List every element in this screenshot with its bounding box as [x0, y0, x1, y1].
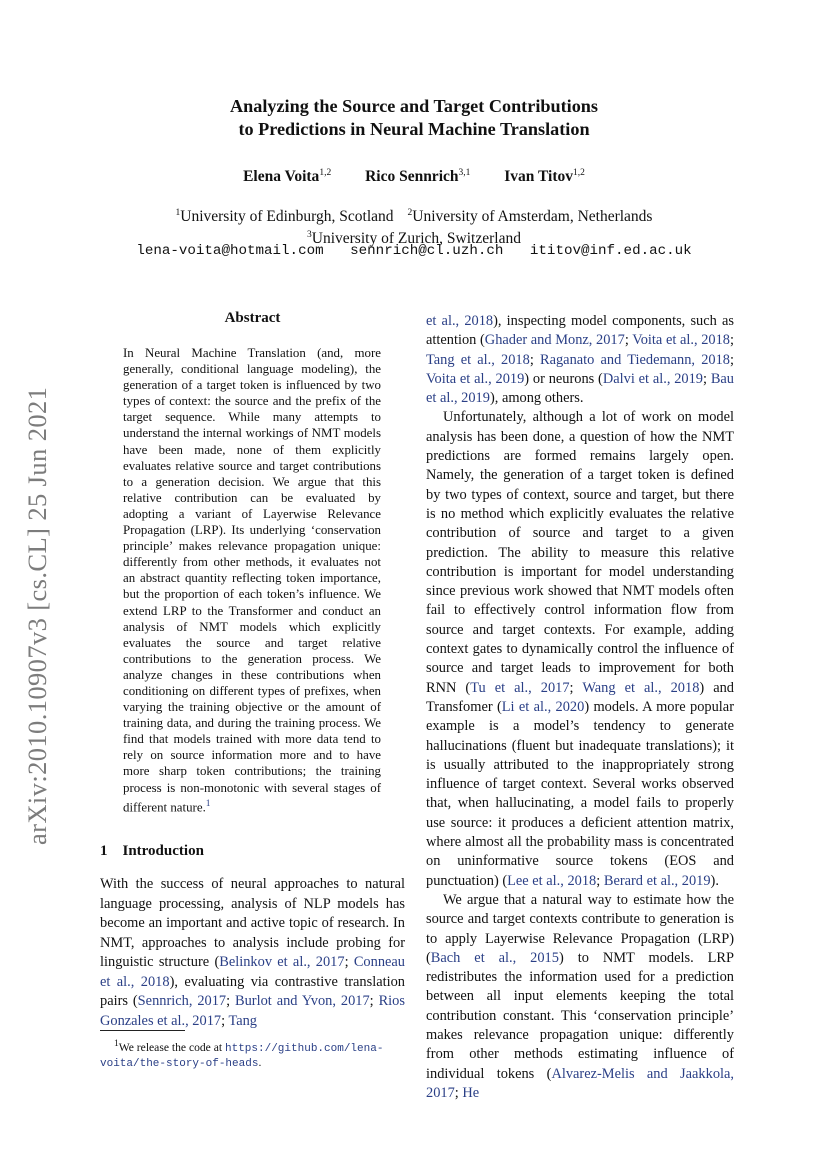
author-emails — [0, 243, 828, 259]
body-text: ) models. A more popular example is a model’s tendency to generate hallucinations (fluent but inadequate translations); it is usually attributed to the inappropriately strong influence of target context. Several works observed that, when hallucinating, a model fails to properly use source: it produces a deficient attention matrix, where almost all the probability mass is concentrated on uninformative source tokens (EOS and punctuation) ( — [426, 698, 734, 889]
author-list — [0, 168, 828, 186]
right-column — [426, 312, 734, 1103]
body-text: With the success of neural approaches to natural language processing, analysis of NLP models has become an important and active topic of research. In NMT, approaches to analysis include probing for linguistic structure ( — [100, 876, 405, 970]
affiliation: University of Amsterdam, Netherlands — [412, 208, 653, 226]
footnote: $^1$We release the code at https://github.com/lena-voita/the-story-of-heads. — [100, 1039, 384, 1071]
body-text: ) and Transfomer ( — [426, 679, 734, 715]
citation-link[interactable]: Ghader and Monz, 2017 — [484, 332, 625, 349]
body-text: We argue that a natural way to estimate how the source and target contexts contribute to generation is to apply Layerwise Relevance Propagation (LRP) ( — [426, 891, 734, 966]
title-line: Analyzing the Source and Target Contributions — [229, 96, 598, 116]
body-text: ; — [569, 679, 583, 696]
title-line: to Predictions in Neural Machine Translation — [238, 119, 590, 139]
body-text: ). — [710, 872, 719, 889]
footnote-marker[interactable]: 1 — [205, 798, 211, 809]
body-text: ; — [730, 332, 734, 349]
citation-link[interactable]: Rios Gonzales et al., 2017 — [100, 993, 405, 1029]
citation-link[interactable]: Dalvi et al., 2019 — [602, 370, 703, 387]
body-text: ) or neurons ( — [524, 370, 603, 387]
citation-link[interactable]: Tang — [228, 1012, 258, 1029]
citation-link[interactable]: Raganato and Tiedemann, 2018 — [540, 351, 730, 368]
citation-link[interactable]: Sennrich, 2017 — [137, 993, 227, 1009]
affiliations: $^1$University of Edinburgh, Scotland $^2$University of Amsterdam, Netherlands $^3$University of Zurich, Switzerland — [175, 208, 653, 248]
section-heading: 1 Introduction — [100, 843, 204, 859]
citation-link[interactable]: Tang et al., 2018 — [426, 351, 530, 368]
intro-paragraph — [100, 875, 405, 1031]
citation-link[interactable]: Tu et al., 2017 — [470, 679, 570, 696]
body-text: ), inspecting model components, such as attention ( — [426, 313, 734, 349]
citation-link[interactable]: Burlot and Yvon, 2017 — [235, 993, 370, 1009]
body-paragraph — [426, 408, 734, 890]
body-text: Unfortunately, although a lot of work on model analysis has been done, a question of how the NMT predictions are formed remains largely open. Namely, the generation of a target token is defined by two types of context, source and target, but there is no method which explicitly evaluates the relative contribution of source and target to a given prediction. The ability to measure this relative contribution is important for model understanding since previous work showed that NMT models often fail to effectively control information flow from source and target contexts. For example, adding context gates to dynamically control the influence of source and target leads to improvement for both RNN ( — [426, 409, 734, 696]
body-text: ; — [221, 1012, 229, 1029]
body-text: ; — [529, 351, 540, 368]
abstract-heading: Abstract — [224, 310, 281, 326]
email-link[interactable]: ititov@inf.ed.ac.uk — [529, 243, 692, 259]
email-link[interactable]: sennrich@cl.uzh.ch — [350, 243, 504, 259]
email-link[interactable]: lena-voita@hotmail.com — [136, 243, 324, 259]
citation-link[interactable]: Belinkov et al., 2017 — [219, 954, 345, 970]
citation-link[interactable]: Bach et al., 2015 — [430, 949, 559, 966]
body-text: ; — [703, 370, 711, 387]
body-text: ), evaluating via contrastive translation pairs ( — [100, 973, 405, 1009]
citation-link[interactable]: Berard et al., 2019 — [603, 872, 711, 889]
body-text: ; — [226, 993, 236, 1009]
citation-link[interactable]: et al., 2018 — [426, 313, 494, 329]
citation-link[interactable]: Conneau et al., 2018 — [100, 954, 405, 990]
body-text: ; — [454, 1084, 463, 1101]
citation-link[interactable]: Lee et al., 2018 — [507, 872, 597, 889]
citation-link[interactable]: Wang et al., 2018 — [582, 679, 700, 696]
body-text: ; — [369, 993, 379, 1009]
citation-link[interactable]: Voita et al., 2018 — [632, 332, 730, 349]
citation-link[interactable]: Li et al., 2020 — [501, 698, 585, 715]
citation-link[interactable]: Voita et al., 2019 — [426, 370, 525, 387]
body-text: ; — [344, 954, 354, 970]
body-paragraph — [426, 891, 734, 1103]
body-text: ; — [624, 332, 633, 349]
abstract-text: In Neural Machine Translation (and, more generally, conditional language modeling), the generation of a target token is influenced by two types of context: the source and the prefix of the target sequence. While many attempts to understand the internal workings of NMT models have been made, none of them explicitly evaluates relative source and target contributions to a generation decision. We argue that this relative contribution can be evaluated by adopting a variant of Layerwise Relevance Propagation (LRP). Its underlying ‘conservation principle’ makes relevance propagation unique: differently from other methods, it evaluates not an abstract quantity reflecting token importance, but the proportion of each token’s influence. We extend LRP to the Transformer and conduct an analysis of NMT models which explicitly evaluates the source and target relative contributions to the generation process. We analyze changes in these contributions when conditioning on different types of prefixes, when varying the training objective or the amount of training data, and during the training process. We find that models trained with more data tend to rely on source information more and to have more sharp token contributions; the training process is non-monotonic with several stages of different nature.$^1$ — [123, 346, 381, 814]
body-text: ; — [596, 872, 604, 889]
body-paragraph — [426, 312, 734, 408]
citation-link[interactable]: Bau et al., 2019 — [426, 370, 734, 407]
body-text: ; — [729, 351, 734, 368]
code-url-link[interactable]: https://github.com/lena-voita/the-story-of-heads — [100, 1042, 384, 1071]
affiliation: University of Zurich, Switzerland — [311, 230, 521, 248]
citation-link[interactable]: He — [462, 1084, 480, 1101]
citation-link[interactable]: Alvarez-Melis and Jaakkola, 2017 — [426, 1065, 735, 1101]
body-text: ), among others. — [489, 390, 584, 407]
footnote-rule — [100, 1030, 185, 1031]
paper-title — [0, 95, 828, 141]
arxiv-stamp: arXiv:2010.10907v3 [cs.CL] 25 Jun 2021 — [22, 386, 52, 845]
author: Ivan Titov$^{1,2}$ — [504, 168, 585, 186]
author: Elena Voita$^{1,2}$ — [243, 168, 332, 186]
author: Rico Sennrich$^{3,1}$ — [365, 168, 471, 186]
affiliation: University of Edinburgh, Scotland — [180, 208, 394, 226]
body-text: ) to NMT models. LRP redistributes the information used for a prediction between all input elements keeping the total contribution constant. This ‘conservation principle’ makes relevance propagation unique: differently from other methods estimating influence of individual tokens ( — [426, 949, 735, 1082]
